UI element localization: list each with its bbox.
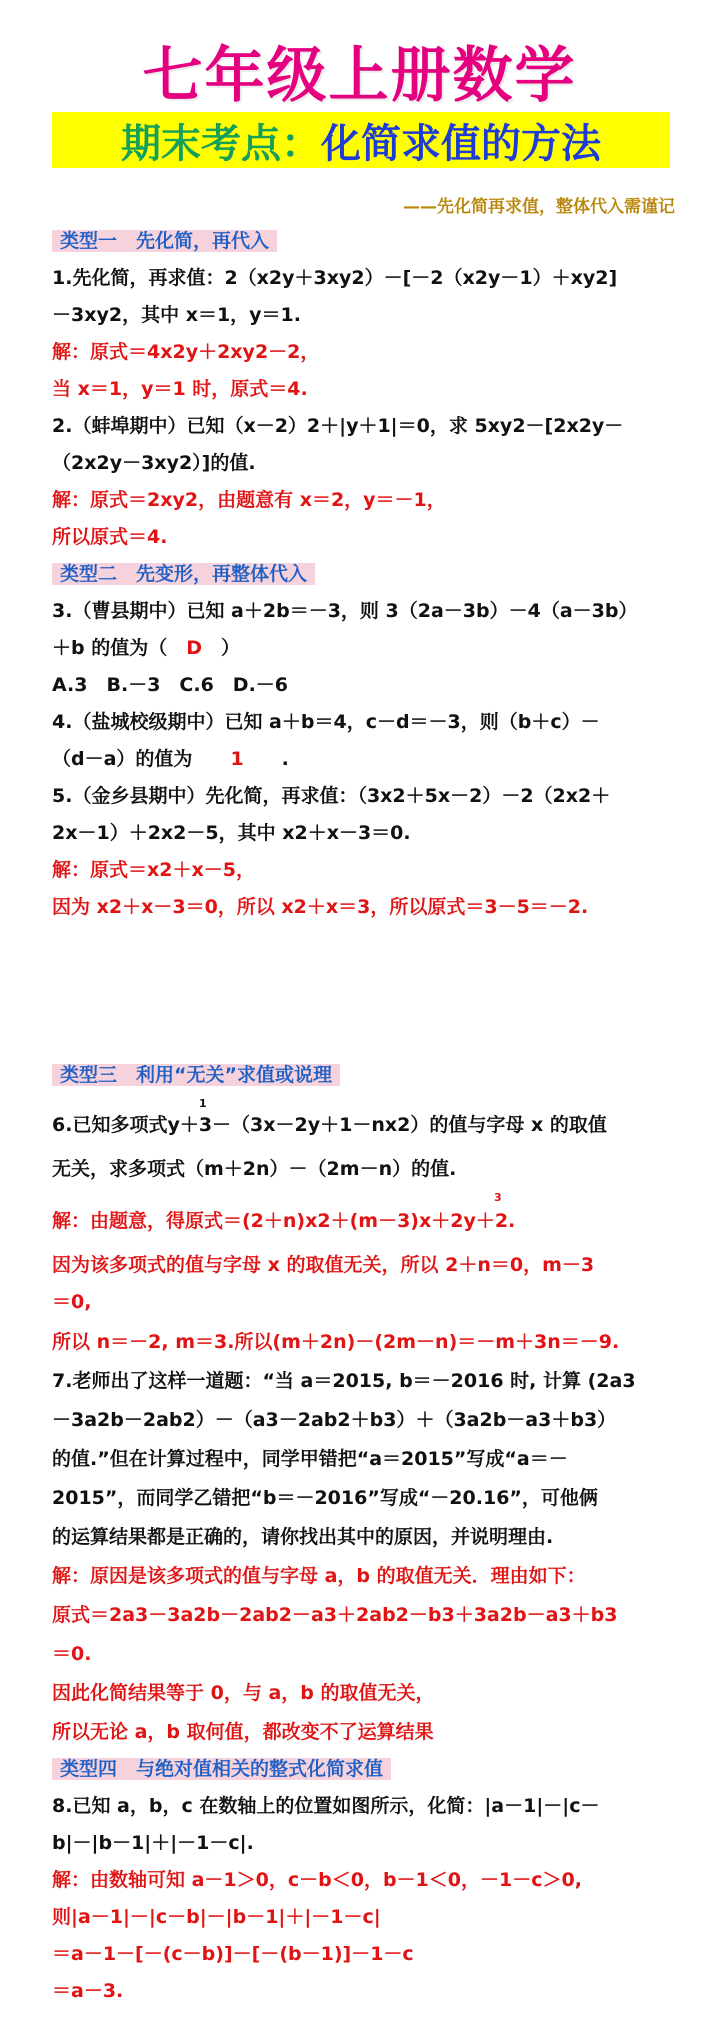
question-8-line-1: 8.已知 a，b，c 在数轴上的位置如图所示，化简：|a－1|－|c－ bbox=[52, 1795, 600, 1817]
question-3-text-end: ） bbox=[202, 637, 241, 659]
answer-6-line-2: 因为该多项式的值与字母 x 的取值无关，所以 2＋n＝0，m－3 bbox=[52, 1254, 595, 1276]
answer-6-line-3: ＝0, bbox=[52, 1291, 92, 1313]
section-heading-3 bbox=[52, 1060, 340, 1090]
answer-6-line-1: 解：由题意，得原式＝(2＋n)x2＋(m－3)x＋2y＋2. bbox=[52, 1210, 516, 1232]
question-4-line-1: 4.（盐城校级期中）已知 a＋b＝4，c－d＝－3，则（b＋c）－ bbox=[52, 711, 600, 733]
question-1-line-2: －3xy2，其中 x＝1，y＝1. bbox=[52, 304, 301, 326]
question-6-line-1: 6.已知多项式y＋3－（3x－2y＋1－nx2）的值与字母 x 的取值 bbox=[52, 1114, 607, 1136]
question-3-line-1: 3.（曹县期中）已知 a＋2b＝－3，则 3（2a－3b）－4（a－3b） bbox=[52, 600, 638, 622]
question-1-line-1: 1.先化简，再求值：2（x2y＋3xy2）－[－2（x2y－1）＋xy2] bbox=[52, 267, 618, 289]
subtitle-part1: 期末考点： bbox=[121, 120, 321, 167]
section-label: 类型二 先变形，再整体代入 bbox=[52, 563, 315, 585]
section-label: 类型一 先化简，再代入 bbox=[52, 230, 277, 252]
question-3-text: ＋b 的值为（ bbox=[52, 637, 187, 659]
question-4-line-2 bbox=[52, 744, 289, 774]
question-6-superscript: 1 bbox=[199, 1097, 207, 1110]
question-5-line-2: 2x－1）＋2x2－5，其中 x2＋x－3＝0. bbox=[52, 822, 411, 844]
question-7-line-2: －3a2b－2ab2）－（a3－2ab2＋b3）＋（3a2b－a3＋b3） bbox=[52, 1409, 617, 1431]
answer-1-line-1: 解：原式＝4x2y＋2xy2－2， bbox=[52, 341, 320, 363]
answer-8-line-3: ＝a－1－[－(c－b)]－[－(b－1)]－1－c bbox=[52, 1943, 414, 1965]
answer-5-line-2: 因为 x2＋x－3＝0，所以 x2＋x＝3，所以原式＝3－5＝－2. bbox=[52, 896, 589, 918]
answer-1-line-2: 当 x＝1，y＝1 时，原式＝4. bbox=[52, 378, 308, 400]
answer-6-line-4: 所以 n＝－2, m＝3.所以(m＋2n)－(2m－n)＝－m＋3n＝－9. bbox=[52, 1331, 620, 1353]
answer-7-line-5: 所以无论 a，b 取何值，都改变不了运算结果 bbox=[52, 1721, 434, 1743]
question-7-line-4: 2015”，而同学乙错把“b＝－2016”写成“－20.16”，可他俩 bbox=[52, 1487, 598, 1509]
answer-7-line-3: ＝0. bbox=[52, 1643, 92, 1665]
question-2-line-2: （2x2y－3xy2）]的值. bbox=[52, 452, 256, 474]
subtitle-part2: 化简求值的方法 bbox=[321, 120, 601, 167]
section-heading-1 bbox=[52, 226, 277, 256]
answer-7-line-4: 因此化简结果等于 0，与 a，b 的取值无关， bbox=[52, 1682, 435, 1704]
tagline: ——先化简再求值，整体代入需谨记 bbox=[403, 197, 675, 217]
question-7-line-5: 的运算结果都是正确的，请你找出其中的原因，并说明理由. bbox=[52, 1526, 554, 1548]
section-label: 类型三 利用“无关”求值或说理 bbox=[52, 1064, 340, 1086]
answer-8-line-1: 解：由数轴可知 a－1＞0，c－b＜0，b－1＜0，－1－c＞0, bbox=[52, 1869, 582, 1891]
answer-7-line-2: 原式＝2a3－3a2b－2ab2－a3＋2ab2－b3＋3a2b－a3＋b3 bbox=[52, 1604, 618, 1626]
question-3-line-2 bbox=[52, 633, 240, 663]
answer-5-line-1: 解：原式＝x2＋x－5， bbox=[52, 859, 255, 881]
answer-6-superscript: 3 bbox=[494, 1191, 502, 1204]
question-4-text-end: . bbox=[243, 748, 289, 770]
section-heading-2 bbox=[52, 559, 315, 589]
question-7-line-1: 7.老师出了这样一道题：“当 a＝2015, b＝－2016 时, 计算 (2a3 bbox=[52, 1370, 636, 1392]
question-3-answer: D bbox=[186, 637, 202, 659]
subtitle-banner bbox=[52, 112, 670, 168]
question-6-line-2: 无关，求多项式（m＋2n）－（2m－n）的值. bbox=[52, 1158, 457, 1180]
section-heading-4 bbox=[52, 1754, 391, 1784]
question-4-text: （d－a）的值为 bbox=[52, 748, 231, 770]
question-3-options: A.3 B.－3 C.6 D.－6 bbox=[52, 674, 289, 696]
answer-2-line-1: 解：原式＝2xy2，由题意有 x＝2，y＝－1， bbox=[52, 489, 446, 511]
section-label: 类型四 与绝对值相关的整式化简求值 bbox=[52, 1758, 391, 1780]
answer-7-line-1: 解：原因是该多项式的值与字母 a，b 的取值无关．理由如下： bbox=[52, 1565, 586, 1587]
answer-2-line-2: 所以原式＝4. bbox=[52, 526, 168, 548]
question-8-line-2: b|－|b－1|＋|－1－c|. bbox=[52, 1832, 254, 1854]
question-5-line-1: 5.（金乡县期中）先化简，再求值：（3x2＋5x－2）－2（2x2＋ bbox=[52, 785, 611, 807]
question-7-line-3: 的值.”但在计算过程中，同学甲错把“a＝2015”写成“a＝－ bbox=[52, 1448, 568, 1470]
answer-8-line-4: ＝a－3. bbox=[52, 1980, 124, 2002]
page-title: 七年级上册数学 bbox=[142, 41, 577, 111]
answer-8-line-2: 则|a－1|－|c－b|－|b－1|＋|－1－c| bbox=[52, 1906, 381, 1928]
question-2-line-1: 2.（蚌埠期中）已知（x－2）2＋|y＋1|＝0，求 5xy2－[2x2y－ bbox=[52, 415, 624, 437]
question-4-answer: 1 bbox=[230, 748, 244, 770]
